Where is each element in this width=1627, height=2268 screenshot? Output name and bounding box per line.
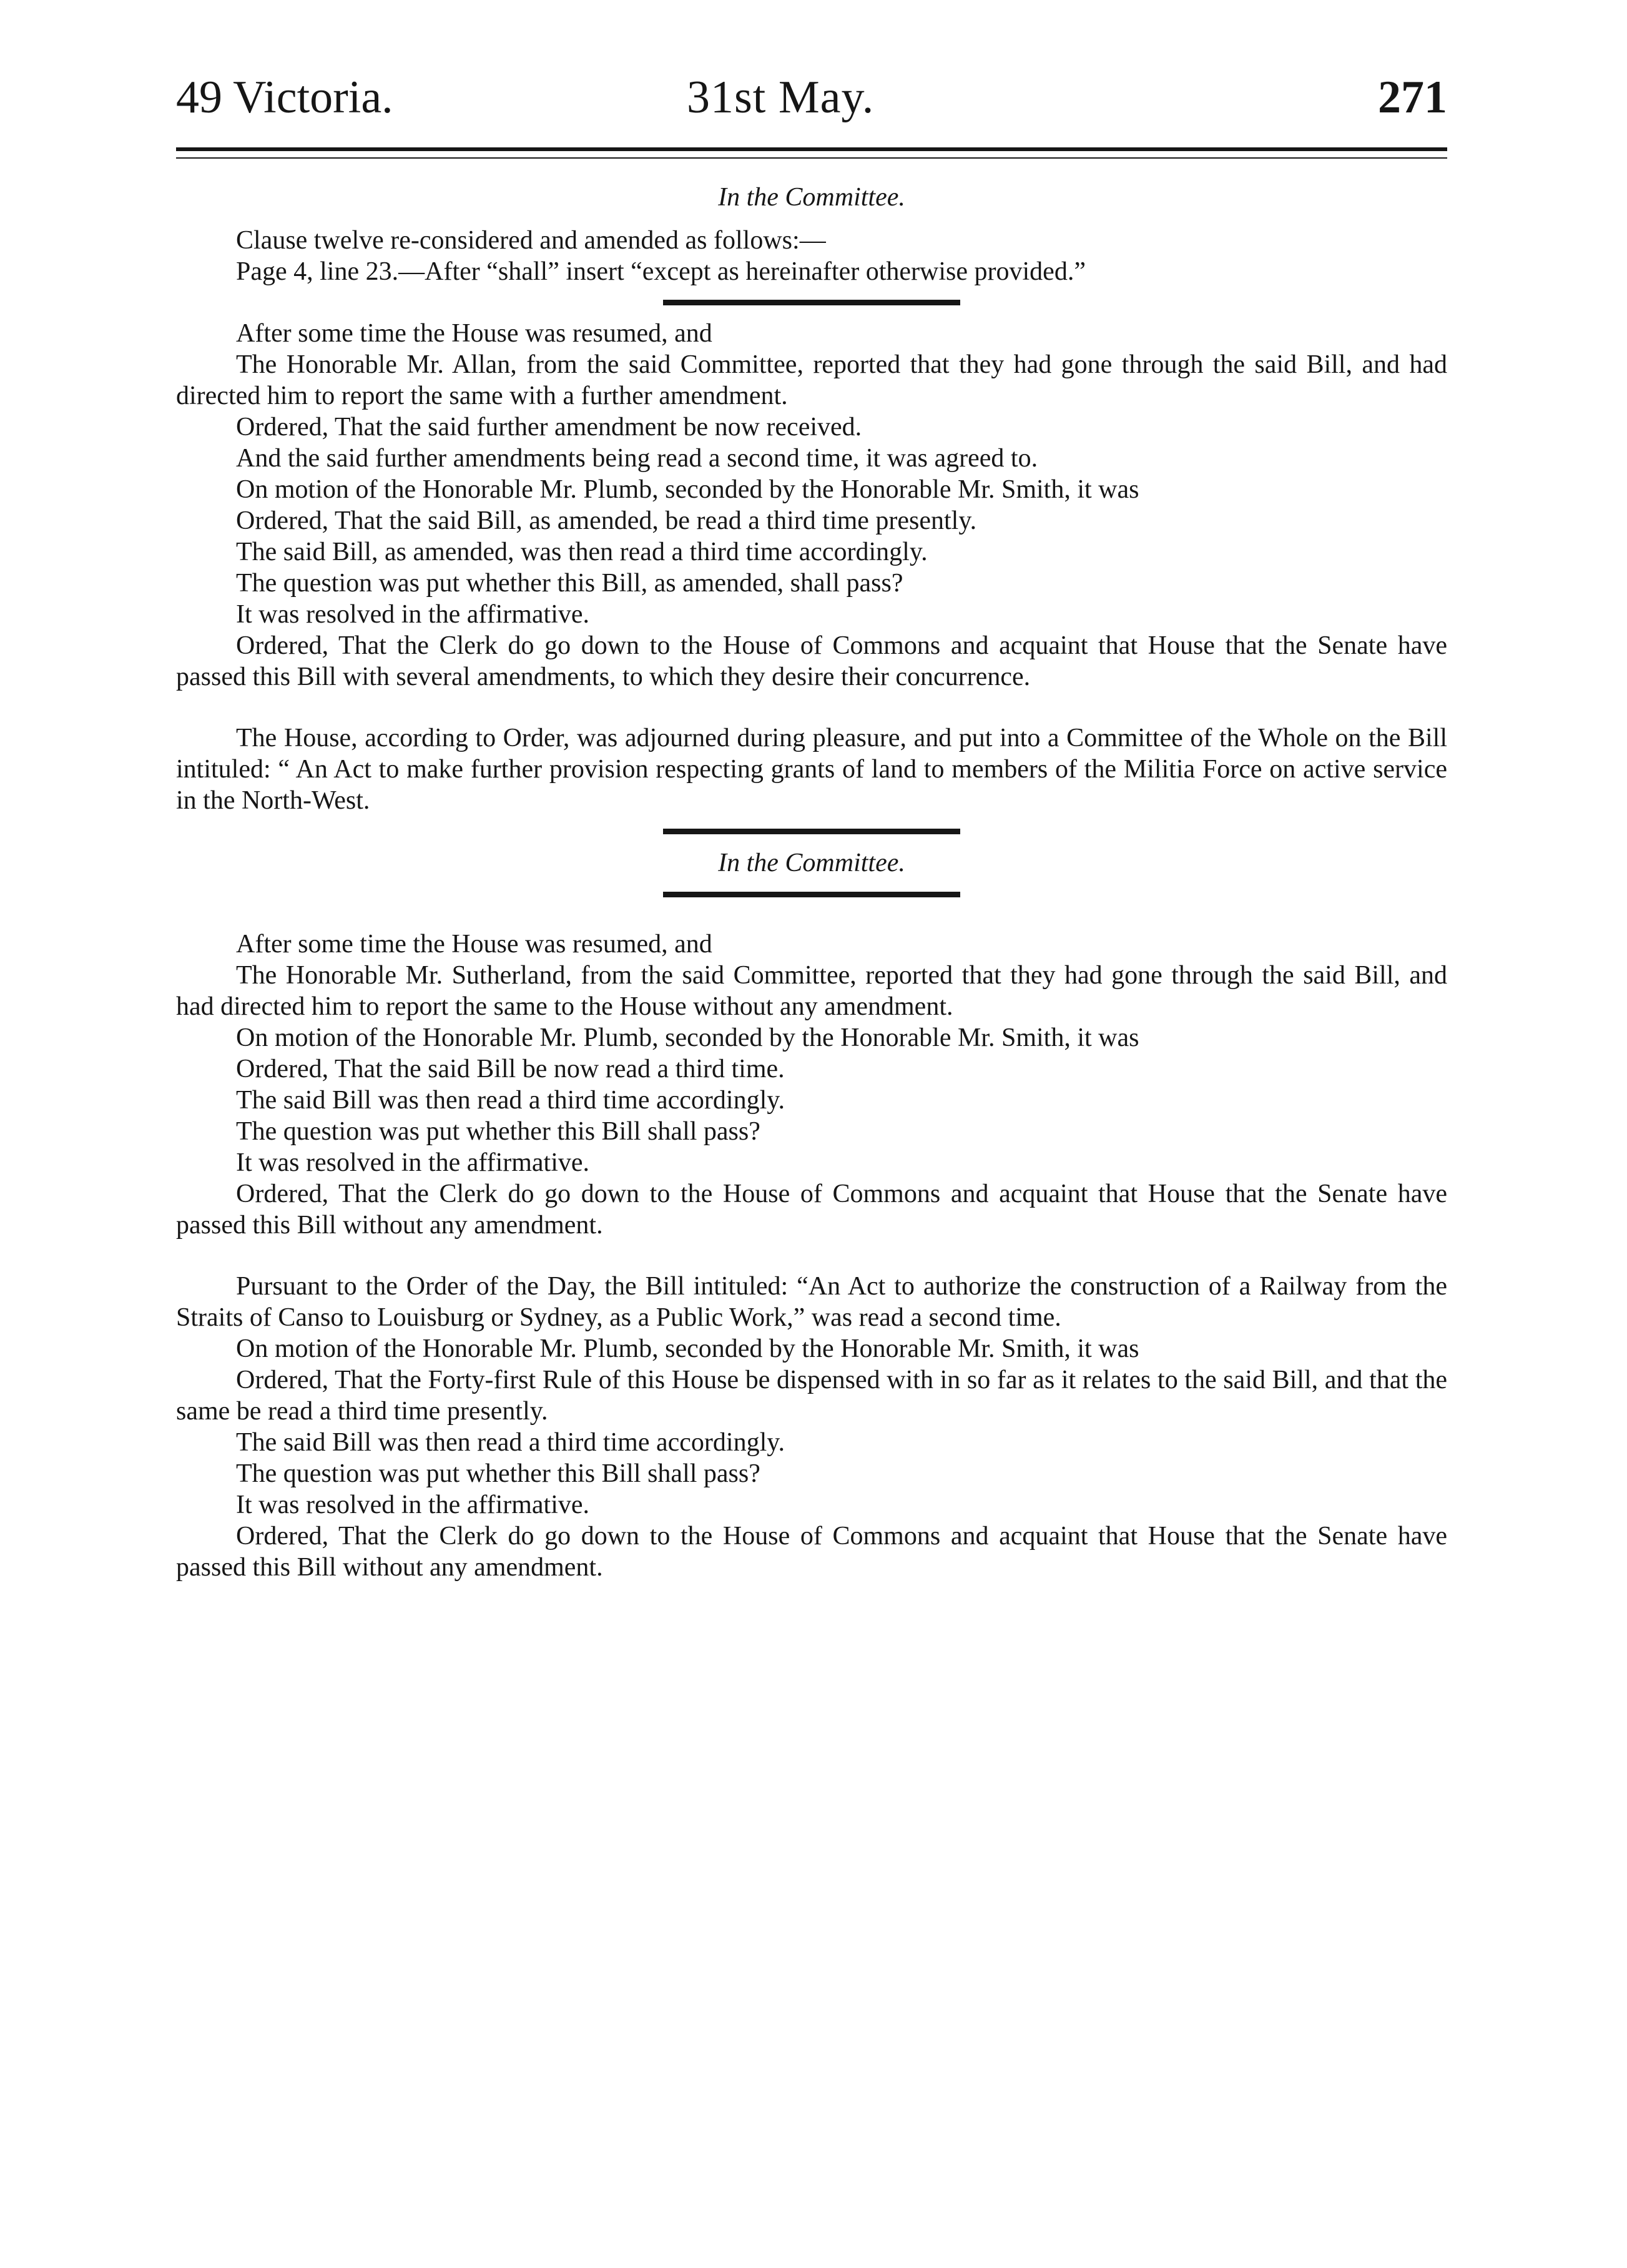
paragraph: The question was put whether this Bill shall pass? (236, 1459, 760, 1488)
section-rule (663, 829, 960, 834)
paragraph: Page 4, line 23.—After “shall” insert “except as hereinafter otherwise provided.” (236, 257, 1086, 286)
committee-report-allan (176, 318, 1447, 693)
paragraph: After some time the House was resumed, and (236, 319, 712, 348)
running-head (176, 60, 1447, 135)
paragraph: The Honorable Mr. Sutherland, from the said Committee, reported that they had gone through the said Bill, and had directed him to report the same to the House without any amendment. (176, 961, 1447, 1021)
paragraph: On motion of the Honorable Mr. Plumb, seconded by the Honorable Mr. Smith, it was (236, 475, 1139, 504)
paragraph: It was resolved in the affirmative. (236, 600, 590, 629)
paragraph: Pursuant to the Order of the Day, the Bill intituled: “An Act to authorize the construction of a Railway from the Straits of Canso to Louisburg or Sydney, as a Public Work,” was read a second time. (176, 1272, 1447, 1332)
committee-report-sutherland (176, 929, 1447, 1241)
date-label: 31st May. (687, 72, 875, 123)
paragraph: Ordered, That the said Bill be now read a third time. (236, 1055, 785, 1083)
paragraph: Ordered, That the Clerk do go down to the House of Commons and acquaint that House that the Senate have passed this Bill without any amendment. (176, 1180, 1447, 1240)
paragraph: The said Bill, as amended, was then read a third time accordingly. (236, 538, 928, 566)
paragraph: The said Bill was then read a third time accordingly. (236, 1428, 785, 1457)
paragraph: Ordered, That the Forty-first Rule of this House be dispensed with in so far as it relates to the said Bill, and that the same be read a third time presently. (176, 1366, 1447, 1426)
spacer (176, 1241, 1447, 1271)
paragraph: The House, according to Order, was adjourned during pleasure, and put into a Committee of the Whole on the Bill intituled: “ An Act to make further provision respecting grants of land to members of the Militia Force on active service in the North-West. (176, 724, 1447, 815)
paragraph: And the said further amendments being read a second time, it was agreed to. (236, 444, 1038, 473)
paragraph: The said Bill was then read a third time accordingly. (236, 1086, 785, 1115)
page-number: 271 (1378, 72, 1447, 123)
paragraph: Ordered, That the said further amendment be now received. (236, 413, 862, 441)
paragraph: Ordered, That the Clerk do go down to the House of Commons and acquaint that House that the Senate have passed this Bill without any amendment. (176, 1522, 1447, 1582)
header-rule (176, 147, 1447, 159)
paragraph: Ordered, That the Clerk do go down to the House of Commons and acquaint that House that the Senate have passed this Bill with several amendments, to which they desire their concurrence. (176, 631, 1447, 691)
paragraph: Clause twelve re-considered and amended as follows:— (236, 226, 826, 255)
paragraph: The question was put whether this Bill, as amended, shall pass? (236, 569, 903, 598)
spacer (176, 693, 1447, 722)
paragraph: It was resolved in the affirmative. (236, 1491, 590, 1519)
paragraph: On motion of the Honorable Mr. Plumb, seconded by the Honorable Mr. Smith, it was (236, 1334, 1139, 1363)
paragraph: It was resolved in the affirmative. (236, 1148, 590, 1177)
section-heading: In the Committee. (718, 183, 905, 212)
paragraph: After some time the House was resumed, and (236, 930, 712, 959)
section-rule (663, 892, 960, 897)
spacer (176, 910, 1447, 929)
paragraph: Ordered, That the said Bill, as amended, be read a third time presently. (236, 506, 977, 535)
railway-bill-reading (176, 1271, 1447, 1583)
section-heading: In the Committee. (718, 849, 905, 877)
journal-page (176, 60, 1447, 1583)
militia-bill-committee (176, 722, 1447, 816)
section-rule (663, 300, 960, 305)
paragraph: The Honorable Mr. Allan, from the said Committee, reported that they had gone through the said Bill, and had directed him to report the same with a further amendment. (176, 350, 1447, 410)
committee-amendment (176, 225, 1447, 287)
paragraph: On motion of the Honorable Mr. Plumb, seconded by the Honorable Mr. Smith, it was (236, 1023, 1139, 1052)
session-label: 49 Victoria. (176, 72, 393, 123)
paragraph: The question was put whether this Bill shall pass? (236, 1117, 760, 1146)
